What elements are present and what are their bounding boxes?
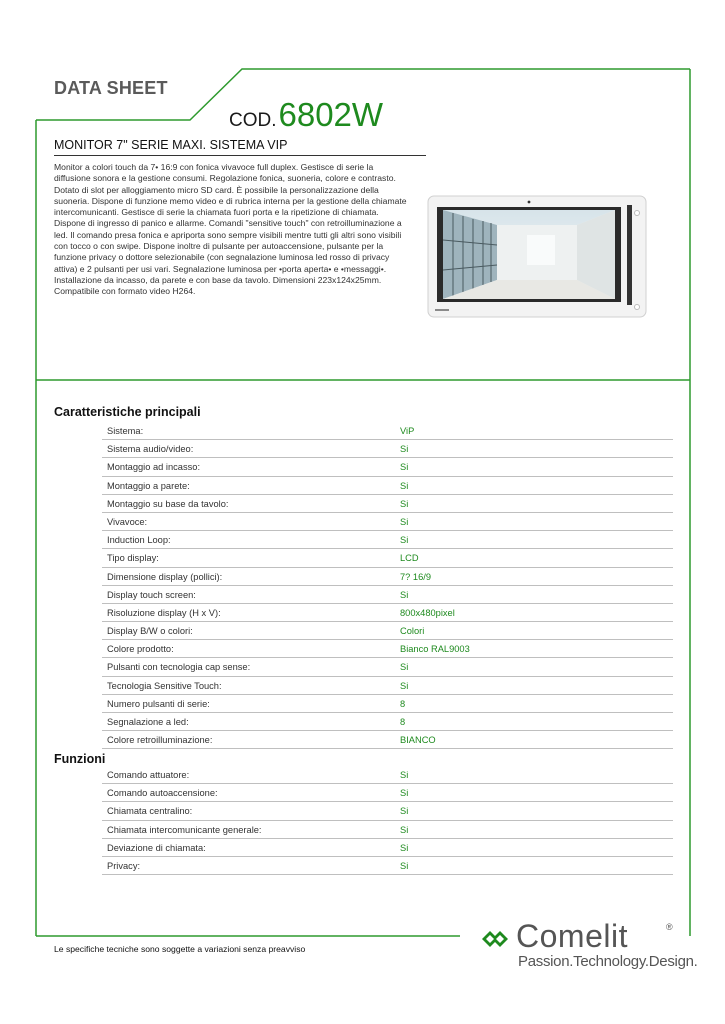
spec-row [102,586,673,604]
features-table [102,422,673,749]
spec-row [102,731,673,749]
spec-row [102,604,673,622]
spec-row [102,477,673,495]
spec-row [102,440,673,458]
spec-value: 8 [400,717,406,727]
spec-label: Chiamata centralino: [107,806,193,817]
spec-row [102,658,673,676]
footer-disclaimer: Le specifiche tecniche sono soggette a variazioni senza preavviso [54,944,306,954]
spec-row [102,422,673,440]
spec-value: LCD [400,553,419,564]
spec-row [102,821,673,839]
comelit-mark-icon [482,927,516,951]
spec-label: Colore retroilluminazione: [107,735,213,746]
spec-label: Comando attuatore: [107,770,190,780]
code-number: 6802W [278,96,384,133]
functions-heading: Funzioni [54,752,106,766]
functions-table [102,766,673,875]
spec-label: Induction Loop: [107,535,171,546]
registered-mark: ® [666,922,673,932]
spec-value: Bianco RAL9003 [400,644,470,655]
spec-value: 8 [400,698,406,709]
spec-value: Si [400,824,409,835]
spec-label: Vivavoce: [107,516,148,527]
spec-row [102,622,673,640]
spec-value: Si [400,444,409,455]
spec-label: Risoluzione display (H x V): [107,607,221,618]
spec-row [102,531,673,549]
spec-label: Display touch screen: [107,589,196,600]
spec-label: Display B/W o colori: [107,626,193,637]
spec-label: Chiamata intercomunicante generale: [107,824,262,835]
logo-wordmark: Comelit [516,918,628,954]
spec-label: Tecnologia Sensitive Touch: [107,680,222,691]
spec-label: Montaggio a parete: [107,480,190,491]
spec-value: Si [400,680,409,691]
spec-row [102,677,673,695]
spec-row [102,695,673,713]
spec-row [102,513,673,531]
spec-value: Si [400,662,409,673]
product-description: Monitor a colori touch da 7• 16:9 con fonica vivavoce full duplex. Gestisce di serie la diffusione sonora e la gestione consumi. Regolazione fonica, suoneria, colore e contrasto. Dotato di slot per alloggiamento micro SD card. È possibile la personalizzazione della suoneria. Dispone di funzione memo video e di rubrica interna per la gestione della chiamate intercomunicanti. Gestisce di serie la chiamata fuori porta e la ripetizione di chiamata. Dispone di ingresso di panico e allarme. Comandi "sensitive touch" con retroilluminazione a led. Il comando presa fonica e apriporta sono sempre visibili mentre tutti gli altri sono visibili con tocco o con swipe. Dispone inoltre di pulsante per autoaccensione, pulsante per la funzione privacy o dottore selezionabile (con segnalazione luminosa led rosso di privacy attiva) e 2 pulsanti per usi vari. Segnalazione luminosa per •porta aperta• e •messaggi•. Installazione da incasso, da parete e con base da tavolo. Dimensioni 223x124x25mm. Compatibile con formato video H264. [54,162,407,297]
spec-row [102,458,673,476]
spec-value: Si [400,770,409,780]
spec-row [102,549,673,567]
spec-label: Tipo display: [107,553,159,564]
spec-row [102,857,673,875]
spec-row [102,839,673,857]
spec-row [102,802,673,820]
spec-value: Si [400,806,409,817]
spec-value: Si [400,480,409,491]
spec-label: Sistema: [107,426,144,436]
spec-label: Privacy: [107,860,141,871]
spec-value: Si [400,498,409,509]
logo-tagline: Passion.Technology.Design. [518,953,698,970]
title-divider [54,155,426,156]
spec-row [102,766,673,784]
spec-row [102,713,673,731]
product-title: MONITOR 7" SERIE MAXI. SISTEMA VIP [54,138,288,152]
spec-label: Pulsanti con tecnologia cap sense: [107,662,251,673]
spec-label: Sistema audio/video: [107,444,194,455]
spec-value: Colori [400,626,425,637]
spec-value: BIANCO [400,735,436,746]
spec-label: Dimensione display (pollici): [107,571,223,582]
spec-label: Deviazione di chiamata: [107,842,206,853]
spec-value: Si [400,589,409,600]
spec-label: Numero pulsanti di serie: [107,698,210,709]
spec-value: Si [400,842,409,853]
comelit-logo [482,918,698,974]
spec-value: 800x480pixel [400,607,455,618]
spec-label: Montaggio su base da tavolo: [107,498,229,509]
spec-value: Si [400,535,409,546]
code-label: COD. [229,110,277,131]
spec-value: Si [400,462,409,473]
product-code [229,96,383,134]
spec-row [102,568,673,586]
spec-value: 7? 16/9 [400,571,432,582]
spec-label: Colore prodotto: [107,644,174,655]
spec-label: Comando autoaccensione: [107,788,218,799]
features-heading: Caratteristiche principali [54,405,201,419]
data-sheet-title: DATA SHEET [54,78,168,98]
spec-row [102,640,673,658]
spec-value: Si [400,788,409,799]
spec-value: Si [400,516,409,527]
spec-value: Si [400,860,409,871]
spec-row [102,784,673,802]
spec-label: Montaggio ad incasso: [107,462,201,473]
spec-value: ViP [400,426,415,436]
spec-label: Segnalazione a led: [107,717,189,727]
monitor-product-image [427,195,647,318]
spec-row [102,495,673,513]
